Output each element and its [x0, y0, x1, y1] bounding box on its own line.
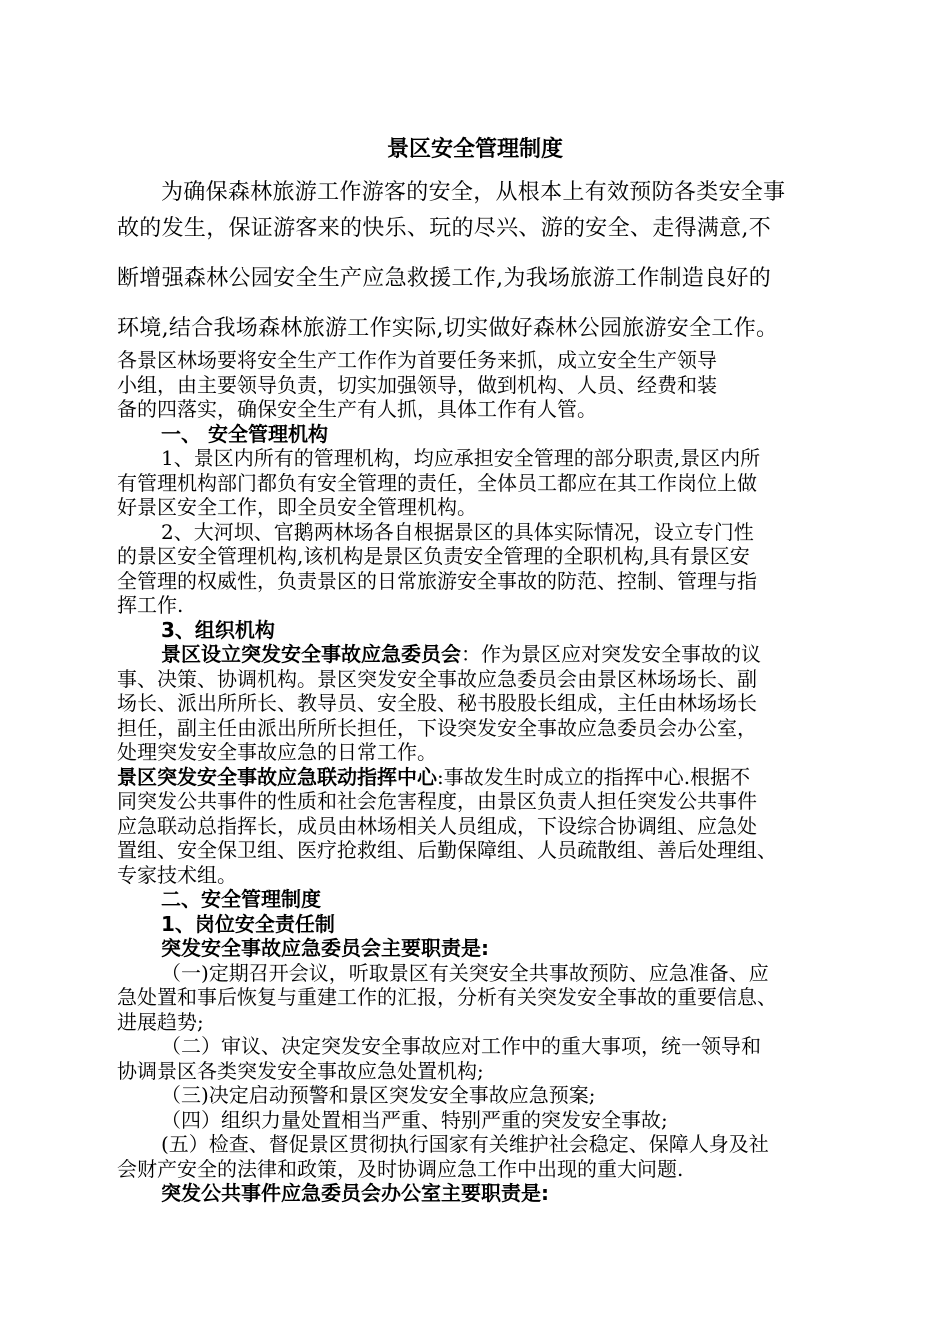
paragraph-text: :事故发生时成立的指挥中心.根据不	[437, 764, 751, 789]
paragraph-line: 同突发公共事件的性质和社会危害程度，由景区负责人担任突发公共事件	[117, 789, 757, 813]
paragraph-line: 担任，副主任由派出所所长担任，下设突发安全事故应急委员会办公室，	[117, 715, 757, 740]
paragraph-line: 全管理的权威性，负责景区的日常旅游安全事故的防范、控制、管理与指	[117, 568, 757, 593]
bold-term: 景区设立突发安全事故应急委员会	[161, 642, 461, 666]
paragraph-line: （四）组织力量处置相当严重、特别严重的突发安全事故;	[161, 1107, 668, 1132]
subsection-heading: 1、岗位安全责任制	[161, 911, 335, 936]
paragraph-line: 各景区林场要将安全生产工作作为首要任务来抓，成立安全生产领导	[117, 348, 717, 372]
subsection-heading: 3、组织机构	[161, 617, 275, 642]
section-heading: 一、 安全管理机构	[161, 421, 328, 446]
paragraph-line: 挥工作.	[117, 593, 184, 617]
paragraph-line: 有管理机构部门都负有安全管理的责任，全体员工都应在其工作岗位上做	[117, 470, 757, 495]
paragraph-line: （一)定期召开会议，听取景区有关突安全共事故预防、应急准备、应	[161, 960, 769, 985]
paragraph-line: 的景区安全管理机构,该机构是景区负责安全管理的全职机构,具有景区安	[117, 544, 750, 568]
bold-term: 景区突发安全事故应急联动指挥中心	[117, 764, 437, 789]
paragraph-line: 备的四落实，确保安全生产有人抓，具体工作有人管。	[117, 397, 597, 421]
intro-line: 环境,结合我场森林旅游工作实际,切实做好森林公园旅游安全工作。	[117, 316, 779, 341]
page-title: 景区安全管理制度	[386, 137, 563, 162]
paragraph-line: 场长、派出所所长、教导员、安全股、秘书股股长组成，主任由林场场长	[117, 691, 757, 715]
document-body	[117, 348, 847, 1206]
subsection-heading: 突发公共事件应急委员会办公室主要职责是:	[161, 1181, 549, 1205]
subsection-heading: 突发安全事故应急委员会主要职责是:	[161, 936, 489, 960]
paragraph-line: 应急联动总指挥长，成员由林场相关人员组成，下设综合协调组、应急处	[117, 813, 757, 838]
paragraph-line: 进展趋势;	[117, 1009, 204, 1034]
paragraph-line: 专家技术组。	[117, 862, 237, 887]
paragraph-line	[117, 642, 847, 667]
paragraph-line: 事、决策、协调机构。景区突发安全事故应急委员会由景区林场场长、副	[117, 666, 757, 691]
paragraph-line: 1、景区内所有的管理机构，均应承担安全管理的部分职责,景区内所	[161, 446, 761, 470]
section-heading: 二、安全管理制度	[161, 887, 321, 911]
paragraph-line	[117, 765, 847, 790]
paragraph-line: （二）审议、决定突发安全事故应对工作中的重大事项，统一领导和	[161, 1034, 761, 1058]
paragraph-line: （三)决定启动预警和景区突发安全事故应急预案;	[161, 1083, 596, 1107]
paragraph-line: 协调景区各类突发安全事故应急处置机构;	[117, 1058, 484, 1083]
intro-line: 故的发生，保证游客来的快乐、玩的尽兴、游的安全、走得满意,不	[117, 216, 771, 241]
intro-line: 断增强森林公园安全生产应急救援工作,为我场旅游工作制造良好的	[117, 266, 771, 291]
paragraph-line: 处理突发安全事故应急的日常工作。	[117, 740, 437, 764]
paragraph-text: ：作为景区应对突发安全事故的议	[461, 642, 761, 666]
paragraph-line: 好景区安全工作，即全员安全管理机构。	[117, 495, 477, 519]
paragraph-line: 2、大河坝、官鹅两林场各自根据景区的具体实际情况，设立专门性	[161, 519, 754, 544]
intro-line: 为确保森林旅游工作游客的安全，从根本上有效预防各类安全事	[161, 180, 786, 205]
paragraph-line: 小组，由主要领导负责，切实加强领导，做到机构、人员、经费和装	[117, 372, 717, 397]
paragraph-line: 急处置和事后恢复与重建工作的汇报，分析有关突发安全事故的重要信息、	[117, 985, 777, 1009]
paragraph-line: 会财产安全的法律和政策，及时协调应急工作中出现的重大问题.	[117, 1156, 684, 1181]
paragraph-line: (五）检查、督促景区贯彻执行国家有关维护社会稳定、保障人身及社	[161, 1132, 769, 1156]
paragraph-line: 置组、安全保卫组、医疗抢救组、后勤保障组、人员疏散组、善后处理组、	[117, 838, 777, 862]
